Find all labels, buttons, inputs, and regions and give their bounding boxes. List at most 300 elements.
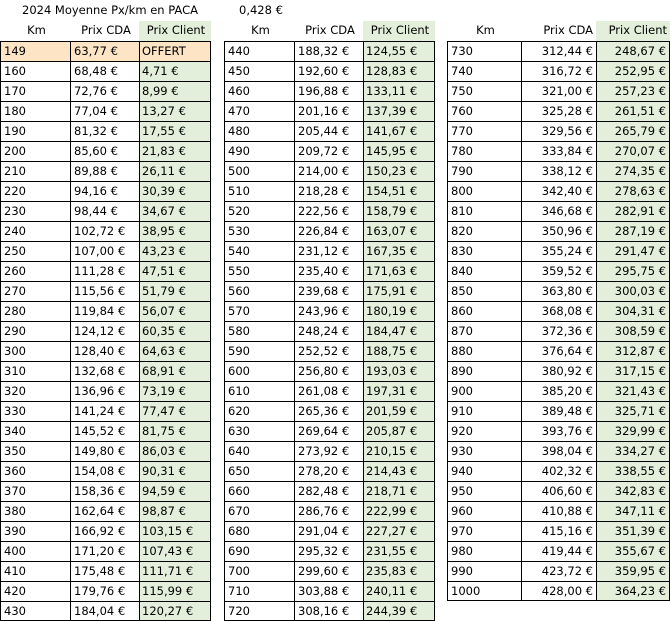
cda-price-cell[interactable]: 376,64 €	[521, 341, 596, 361]
client-price-cell[interactable]: 201,59 €	[363, 401, 435, 421]
client-price-cell[interactable]: 141,67 €	[363, 121, 435, 141]
km-cell[interactable]: 980	[447, 541, 521, 561]
km-cell[interactable]: 940	[447, 461, 521, 481]
km-cell[interactable]: 930	[447, 441, 521, 461]
column-header-client[interactable]: Prix Client	[139, 21, 211, 41]
client-price-cell[interactable]: 351,39 €	[596, 521, 670, 541]
client-price-cell[interactable]: 197,31 €	[363, 381, 435, 401]
cda-price-cell[interactable]: 136,96 €	[70, 381, 139, 401]
client-price-cell[interactable]: 77,47 €	[139, 401, 211, 421]
cda-price-cell[interactable]: 239,68 €	[294, 281, 363, 301]
client-price-cell[interactable]: 193,03 €	[363, 361, 435, 381]
client-price-cell[interactable]: 21,83 €	[139, 141, 211, 161]
table-row	[0, 381, 211, 401]
cda-price-cell[interactable]: 72,76 €	[70, 81, 139, 101]
cda-price-cell[interactable]: 141,24 €	[70, 401, 139, 421]
km-cell[interactable]: 620	[224, 401, 294, 421]
cda-price-cell[interactable]: 410,88 €	[521, 501, 596, 521]
client-price-cell[interactable]: 163,07 €	[363, 221, 435, 241]
client-price-cell[interactable]: 359,95 €	[596, 561, 670, 581]
km-cell[interactable]: 280	[0, 301, 70, 321]
client-price-cell[interactable]: 111,71 €	[139, 561, 211, 581]
client-price-cell[interactable]: 137,39 €	[363, 101, 435, 121]
client-price-cell[interactable]: 355,67 €	[596, 541, 670, 561]
table-row	[0, 581, 211, 601]
cda-price-cell[interactable]: 132,68 €	[70, 361, 139, 381]
client-price-cell[interactable]: 47,51 €	[139, 261, 211, 281]
client-price-cell[interactable]: 274,35 €	[596, 161, 670, 181]
km-cell[interactable]: 270	[0, 281, 70, 301]
table-row	[447, 241, 670, 261]
km-cell[interactable]: 410	[0, 561, 70, 581]
client-price-cell[interactable]: 347,11 €	[596, 501, 670, 521]
km-cell[interactable]: 220	[0, 181, 70, 201]
table-row	[224, 461, 435, 481]
km-cell[interactable]: 310	[0, 361, 70, 381]
km-cell[interactable]: 600	[224, 361, 294, 381]
cda-price-cell[interactable]: 248,24 €	[294, 321, 363, 341]
km-cell[interactable]: 870	[447, 321, 521, 341]
km-cell[interactable]: 200	[0, 141, 70, 161]
cda-price-cell[interactable]: 94,16 €	[70, 181, 139, 201]
km-cell[interactable]: 970	[447, 521, 521, 541]
cda-price-cell[interactable]: 342,40 €	[521, 181, 596, 201]
km-cell[interactable]: 640	[224, 441, 294, 461]
km-cell[interactable]: 149	[0, 41, 70, 61]
km-cell[interactable]: 180	[0, 101, 70, 121]
km-cell[interactable]: 500	[224, 161, 294, 181]
client-price-cell[interactable]: 167,35 €	[363, 241, 435, 261]
km-cell[interactable]: 720	[224, 601, 294, 621]
client-price-cell[interactable]: 287,19 €	[596, 221, 670, 241]
cda-price-cell[interactable]: 149,80 €	[70, 441, 139, 461]
client-price-cell[interactable]: 312,87 €	[596, 341, 670, 361]
cda-price-cell[interactable]: 308,16 €	[294, 601, 363, 621]
km-cell[interactable]: 300	[0, 341, 70, 361]
cda-price-cell[interactable]: 372,36 €	[521, 321, 596, 341]
cda-price-cell[interactable]: 115,56 €	[70, 281, 139, 301]
cda-price-cell[interactable]: 81,32 €	[70, 121, 139, 141]
table-row	[0, 561, 211, 581]
client-price-cell[interactable]: 325,71 €	[596, 401, 670, 421]
km-cell[interactable]: 260	[0, 261, 70, 281]
client-price-cell[interactable]: 248,67 €	[596, 41, 670, 61]
client-price-cell[interactable]: 8,99 €	[139, 81, 211, 101]
cda-price-cell[interactable]: 291,04 €	[294, 521, 363, 541]
cda-price-cell[interactable]: 124,12 €	[70, 321, 139, 341]
km-cell[interactable]: 910	[447, 401, 521, 421]
client-price-cell[interactable]: 120,27 €	[139, 601, 211, 621]
cda-price-cell[interactable]: 256,80 €	[294, 361, 363, 381]
km-cell[interactable]: 680	[224, 521, 294, 541]
table-row	[224, 281, 435, 301]
km-cell[interactable]: 360	[0, 461, 70, 481]
table-row	[447, 41, 670, 61]
km-cell[interactable]: 1000	[447, 581, 521, 601]
client-price-cell[interactable]: 227,27 €	[363, 521, 435, 541]
km-cell[interactable]: 830	[447, 241, 521, 261]
km-cell[interactable]: 330	[0, 401, 70, 421]
table-row	[0, 221, 211, 241]
cda-price-cell[interactable]: 321,00 €	[521, 81, 596, 101]
client-price-cell[interactable]: 282,91 €	[596, 201, 670, 221]
km-cell[interactable]: 420	[0, 581, 70, 601]
client-price-cell[interactable]: 60,35 €	[139, 321, 211, 341]
client-price-cell[interactable]: 240,11 €	[363, 581, 435, 601]
client-price-cell[interactable]: 30,39 €	[139, 181, 211, 201]
client-price-cell[interactable]: 154,51 €	[363, 181, 435, 201]
km-cell[interactable]: 170	[0, 81, 70, 101]
cda-price-cell[interactable]: 278,20 €	[294, 461, 363, 481]
cda-price-cell[interactable]: 380,92 €	[521, 361, 596, 381]
km-cell[interactable]: 390	[0, 521, 70, 541]
km-cell[interactable]: 880	[447, 341, 521, 361]
table-row	[447, 81, 670, 101]
km-cell[interactable]: 790	[447, 161, 521, 181]
client-price-cell[interactable]: 235,83 €	[363, 561, 435, 581]
client-price-cell[interactable]: 270,07 €	[596, 141, 670, 161]
km-cell[interactable]: 430	[0, 601, 70, 621]
cda-price-cell[interactable]: 188,32 €	[294, 41, 363, 61]
cda-price-cell[interactable]: 312,44 €	[521, 41, 596, 61]
km-cell[interactable]: 800	[447, 181, 521, 201]
km-cell[interactable]: 470	[224, 101, 294, 121]
km-cell[interactable]: 770	[447, 121, 521, 141]
cda-price-cell[interactable]: 63,77 €	[70, 41, 139, 61]
cda-price-cell[interactable]: 363,80 €	[521, 281, 596, 301]
km-cell[interactable]: 850	[447, 281, 521, 301]
km-cell[interactable]: 650	[224, 461, 294, 481]
client-price-cell[interactable]: 180,19 €	[363, 301, 435, 321]
client-price-cell[interactable]: 317,15 €	[596, 361, 670, 381]
km-cell[interactable]: 750	[447, 81, 521, 101]
cda-price-cell[interactable]: 252,52 €	[294, 341, 363, 361]
km-cell[interactable]: 540	[224, 241, 294, 261]
cda-price-cell[interactable]: 265,36 €	[294, 401, 363, 421]
cda-price-cell[interactable]: 201,16 €	[294, 101, 363, 121]
cda-price-cell[interactable]: 214,00 €	[294, 161, 363, 181]
client-price-cell[interactable]: 90,31 €	[139, 461, 211, 481]
sheet-header	[0, 0, 670, 20]
cda-price-cell[interactable]: 196,88 €	[294, 81, 363, 101]
client-price-cell[interactable]: 184,47 €	[363, 321, 435, 341]
table-row	[224, 361, 435, 381]
cda-price-cell[interactable]: 192,60 €	[294, 61, 363, 81]
client-price-cell[interactable]: 81,75 €	[139, 421, 211, 441]
km-cell[interactable]: 560	[224, 281, 294, 301]
client-price-cell[interactable]: 329,99 €	[596, 421, 670, 441]
client-price-cell[interactable]: 34,67 €	[139, 201, 211, 221]
table-row	[0, 161, 211, 181]
client-price-cell[interactable]: 43,23 €	[139, 241, 211, 261]
client-price-cell[interactable]: 94,59 €	[139, 481, 211, 501]
column-header-km[interactable]: Km	[27, 23, 46, 37]
cda-price-cell[interactable]: 158,36 €	[70, 481, 139, 501]
table-row	[447, 301, 670, 321]
cda-price-cell[interactable]: 419,44 €	[521, 541, 596, 561]
cda-price-cell[interactable]: 329,56 €	[521, 121, 596, 141]
table-row	[447, 101, 670, 121]
km-cell[interactable]: 240	[0, 221, 70, 241]
table-row	[224, 141, 435, 161]
client-price-cell[interactable]: 308,59 €	[596, 321, 670, 341]
km-cell[interactable]: 710	[224, 581, 294, 601]
table-row	[447, 221, 670, 241]
sheet-title[interactable]: 2024 Moyenne Px/km en PACA	[22, 3, 198, 17]
km-cell[interactable]: 210	[0, 161, 70, 181]
column-header-cda[interactable]: Prix CDA	[543, 23, 593, 37]
km-cell[interactable]: 660	[224, 481, 294, 501]
cda-price-cell[interactable]: 393,76 €	[521, 421, 596, 441]
table-row	[0, 141, 211, 161]
cda-price-cell[interactable]: 286,76 €	[294, 501, 363, 521]
client-price-cell[interactable]: 342,83 €	[596, 481, 670, 501]
client-price-cell[interactable]: 38,95 €	[139, 221, 211, 241]
cda-price-cell[interactable]: 299,60 €	[294, 561, 363, 581]
client-price-cell[interactable]: 188,75 €	[363, 341, 435, 361]
cda-price-cell[interactable]: 226,84 €	[294, 221, 363, 241]
km-cell[interactable]: 290	[0, 321, 70, 341]
cda-price-cell[interactable]: 85,60 €	[70, 141, 139, 161]
cda-price-cell[interactable]: 235,40 €	[294, 261, 363, 281]
cda-price-cell[interactable]: 175,48 €	[70, 561, 139, 581]
km-cell[interactable]: 670	[224, 501, 294, 521]
km-cell[interactable]: 860	[447, 301, 521, 321]
cda-price-cell[interactable]: 98,44 €	[70, 201, 139, 221]
km-cell[interactable]: 570	[224, 301, 294, 321]
client-price-cell[interactable]: 107,43 €	[139, 541, 211, 561]
client-price-cell[interactable]: 222,99 €	[363, 501, 435, 521]
table-row	[0, 241, 211, 261]
km-cell[interactable]: 440	[224, 41, 294, 61]
cda-price-cell[interactable]: 338,12 €	[521, 161, 596, 181]
cda-price-cell[interactable]: 128,40 €	[70, 341, 139, 361]
km-cell[interactable]: 700	[224, 561, 294, 581]
km-cell[interactable]: 840	[447, 261, 521, 281]
km-cell[interactable]: 370	[0, 481, 70, 501]
client-price-cell[interactable]: 205,87 €	[363, 421, 435, 441]
km-cell[interactable]: 900	[447, 381, 521, 401]
km-cell[interactable]: 250	[0, 241, 70, 261]
client-price-cell[interactable]: 115,99 €	[139, 581, 211, 601]
cda-price-cell[interactable]: 402,32 €	[521, 461, 596, 481]
table-row	[447, 121, 670, 141]
cda-price-cell[interactable]: 243,96 €	[294, 301, 363, 321]
table-row	[447, 481, 670, 501]
column-header-cda[interactable]: Prix CDA	[81, 23, 131, 37]
km-cell[interactable]: 630	[224, 421, 294, 441]
km-cell[interactable]: 990	[447, 561, 521, 581]
km-cell[interactable]: 950	[447, 481, 521, 501]
km-cell[interactable]: 190	[0, 121, 70, 141]
cda-price-cell[interactable]: 231,12 €	[294, 241, 363, 261]
cda-price-cell[interactable]: 385,20 €	[521, 381, 596, 401]
table-row	[224, 321, 435, 341]
km-cell[interactable]: 550	[224, 261, 294, 281]
km-cell[interactable]: 530	[224, 221, 294, 241]
km-cell[interactable]: 350	[0, 441, 70, 461]
client-price-cell[interactable]: 98,87 €	[139, 501, 211, 521]
cda-price-cell[interactable]: 282,48 €	[294, 481, 363, 501]
km-cell[interactable]: 590	[224, 341, 294, 361]
client-price-cell[interactable]: 295,75 €	[596, 261, 670, 281]
cda-price-cell[interactable]: 119,84 €	[70, 301, 139, 321]
km-cell[interactable]: 320	[0, 381, 70, 401]
client-price-cell[interactable]: 338,55 €	[596, 461, 670, 481]
client-price-cell[interactable]: OFFERT	[139, 41, 211, 61]
client-price-cell[interactable]: 73,19 €	[139, 381, 211, 401]
cda-price-cell[interactable]: 218,28 €	[294, 181, 363, 201]
cda-price-cell[interactable]: 222,56 €	[294, 201, 363, 221]
km-cell[interactable]: 450	[224, 61, 294, 81]
cda-price-cell[interactable]: 145,52 €	[70, 421, 139, 441]
table-row	[224, 221, 435, 241]
client-price-cell[interactable]: 4,71 €	[139, 61, 211, 81]
client-price-cell[interactable]: 171,63 €	[363, 261, 435, 281]
cda-price-cell[interactable]: 355,24 €	[521, 241, 596, 261]
column-header-client[interactable]: Prix Client	[363, 21, 435, 41]
client-price-cell[interactable]: 218,71 €	[363, 481, 435, 501]
km-cell[interactable]: 490	[224, 141, 294, 161]
km-cell[interactable]: 380	[0, 501, 70, 521]
cda-price-cell[interactable]: 389,48 €	[521, 401, 596, 421]
client-price-cell[interactable]: 51,79 €	[139, 281, 211, 301]
cda-price-cell[interactable]: 346,68 €	[521, 201, 596, 221]
km-cell[interactable]: 820	[447, 221, 521, 241]
average-price-per-km[interactable]: 0,428 €	[239, 3, 283, 17]
table-row	[447, 461, 670, 481]
cda-price-cell[interactable]: 102,72 €	[70, 221, 139, 241]
client-price-cell[interactable]: 334,27 €	[596, 441, 670, 461]
cda-price-cell[interactable]: 333,84 €	[521, 141, 596, 161]
client-price-cell[interactable]: 265,79 €	[596, 121, 670, 141]
client-price-cell[interactable]: 175,91 €	[363, 281, 435, 301]
cda-price-cell[interactable]: 406,60 €	[521, 481, 596, 501]
client-price-cell[interactable]: 214,43 €	[363, 461, 435, 481]
km-cell[interactable]: 920	[447, 421, 521, 441]
cda-price-cell[interactable]: 428,00 €	[521, 581, 596, 601]
km-cell[interactable]: 730	[447, 41, 521, 61]
km-cell[interactable]: 890	[447, 361, 521, 381]
cda-price-cell[interactable]: 295,32 €	[294, 541, 363, 561]
cda-price-cell[interactable]: 89,88 €	[70, 161, 139, 181]
table-row	[224, 61, 435, 81]
km-cell[interactable]: 690	[224, 541, 294, 561]
km-cell[interactable]: 520	[224, 201, 294, 221]
client-price-cell[interactable]: 64,63 €	[139, 341, 211, 361]
client-price-cell[interactable]: 86,03 €	[139, 441, 211, 461]
cda-price-cell[interactable]: 209,72 €	[294, 141, 363, 161]
cda-price-cell[interactable]: 269,64 €	[294, 421, 363, 441]
cda-price-cell[interactable]: 205,44 €	[294, 121, 363, 141]
cda-price-cell[interactable]: 77,04 €	[70, 101, 139, 121]
cda-price-cell[interactable]: 415,16 €	[521, 521, 596, 541]
client-price-cell[interactable]: 13,27 €	[139, 101, 211, 121]
cda-price-cell[interactable]: 368,08 €	[521, 301, 596, 321]
cda-price-cell[interactable]: 171,20 €	[70, 541, 139, 561]
client-price-cell[interactable]: 364,23 €	[596, 581, 670, 601]
table-row	[224, 561, 435, 581]
client-price-cell[interactable]: 103,15 €	[139, 521, 211, 541]
client-price-cell[interactable]: 291,47 €	[596, 241, 670, 261]
client-price-cell[interactable]: 300,03 €	[596, 281, 670, 301]
client-price-cell[interactable]: 133,11 €	[363, 81, 435, 101]
cda-price-cell[interactable]: 303,88 €	[294, 581, 363, 601]
cda-price-cell[interactable]: 423,72 €	[521, 561, 596, 581]
km-cell[interactable]: 960	[447, 501, 521, 521]
column-header-km[interactable]: Km	[476, 23, 495, 37]
cda-price-cell[interactable]: 350,96 €	[521, 221, 596, 241]
km-cell[interactable]: 780	[447, 141, 521, 161]
cda-price-cell[interactable]: 398,04 €	[521, 441, 596, 461]
km-cell[interactable]: 580	[224, 321, 294, 341]
client-price-cell[interactable]: 321,43 €	[596, 381, 670, 401]
cda-price-cell[interactable]: 68,48 €	[70, 61, 139, 81]
km-cell[interactable]: 230	[0, 201, 70, 221]
cda-price-cell[interactable]: 162,64 €	[70, 501, 139, 521]
table-row	[0, 321, 211, 341]
client-price-cell[interactable]: 17,55 €	[139, 121, 211, 141]
km-cell[interactable]: 400	[0, 541, 70, 561]
km-cell[interactable]: 160	[0, 61, 70, 81]
column-header-client[interactable]: Prix Client	[596, 21, 670, 41]
client-price-cell[interactable]: 210,15 €	[363, 441, 435, 461]
table-row	[447, 161, 670, 181]
cda-price-cell[interactable]: 179,76 €	[70, 581, 139, 601]
table-row	[224, 201, 435, 221]
cda-price-cell[interactable]: 154,08 €	[70, 461, 139, 481]
table-row	[447, 181, 670, 201]
client-price-cell[interactable]: 158,79 €	[363, 201, 435, 221]
table-row	[224, 381, 435, 401]
client-price-cell[interactable]: 244,39 €	[363, 601, 435, 621]
client-price-cell[interactable]: 68,91 €	[139, 361, 211, 381]
table-row	[224, 541, 435, 561]
client-price-cell[interactable]: 261,51 €	[596, 101, 670, 121]
client-price-cell[interactable]: 252,95 €	[596, 61, 670, 81]
cda-price-cell[interactable]: 107,00 €	[70, 241, 139, 261]
client-price-cell[interactable]: 150,23 €	[363, 161, 435, 181]
cda-price-cell[interactable]: 166,92 €	[70, 521, 139, 541]
km-cell[interactable]: 460	[224, 81, 294, 101]
cda-price-cell[interactable]: 325,28 €	[521, 101, 596, 121]
km-cell[interactable]: 610	[224, 381, 294, 401]
client-price-cell[interactable]: 145,95 €	[363, 141, 435, 161]
column-header-km[interactable]: Km	[251, 23, 270, 37]
client-price-cell[interactable]: 56,07 €	[139, 301, 211, 321]
cda-price-cell[interactable]: 184,04 €	[70, 601, 139, 621]
column-header-cda[interactable]: Prix CDA	[305, 23, 355, 37]
client-price-cell[interactable]: 278,63 €	[596, 181, 670, 201]
km-cell[interactable]: 740	[447, 61, 521, 81]
client-price-cell[interactable]: 26,11 €	[139, 161, 211, 181]
client-price-cell[interactable]: 128,83 €	[363, 61, 435, 81]
client-price-cell[interactable]: 304,31 €	[596, 301, 670, 321]
client-price-cell[interactable]: 257,23 €	[596, 81, 670, 101]
km-cell[interactable]: 760	[447, 101, 521, 121]
client-price-cell[interactable]: 124,55 €	[363, 41, 435, 61]
km-cell[interactable]: 810	[447, 201, 521, 221]
km-cell[interactable]: 340	[0, 421, 70, 441]
cda-price-cell[interactable]: 316,72 €	[521, 61, 596, 81]
client-price-cell[interactable]: 231,55 €	[363, 541, 435, 561]
cda-price-cell[interactable]: 111,28 €	[70, 261, 139, 281]
km-cell[interactable]: 480	[224, 121, 294, 141]
cda-price-cell[interactable]: 359,52 €	[521, 261, 596, 281]
cda-price-cell[interactable]: 273,92 €	[294, 441, 363, 461]
km-cell[interactable]: 510	[224, 181, 294, 201]
cda-price-cell[interactable]: 261,08 €	[294, 381, 363, 401]
